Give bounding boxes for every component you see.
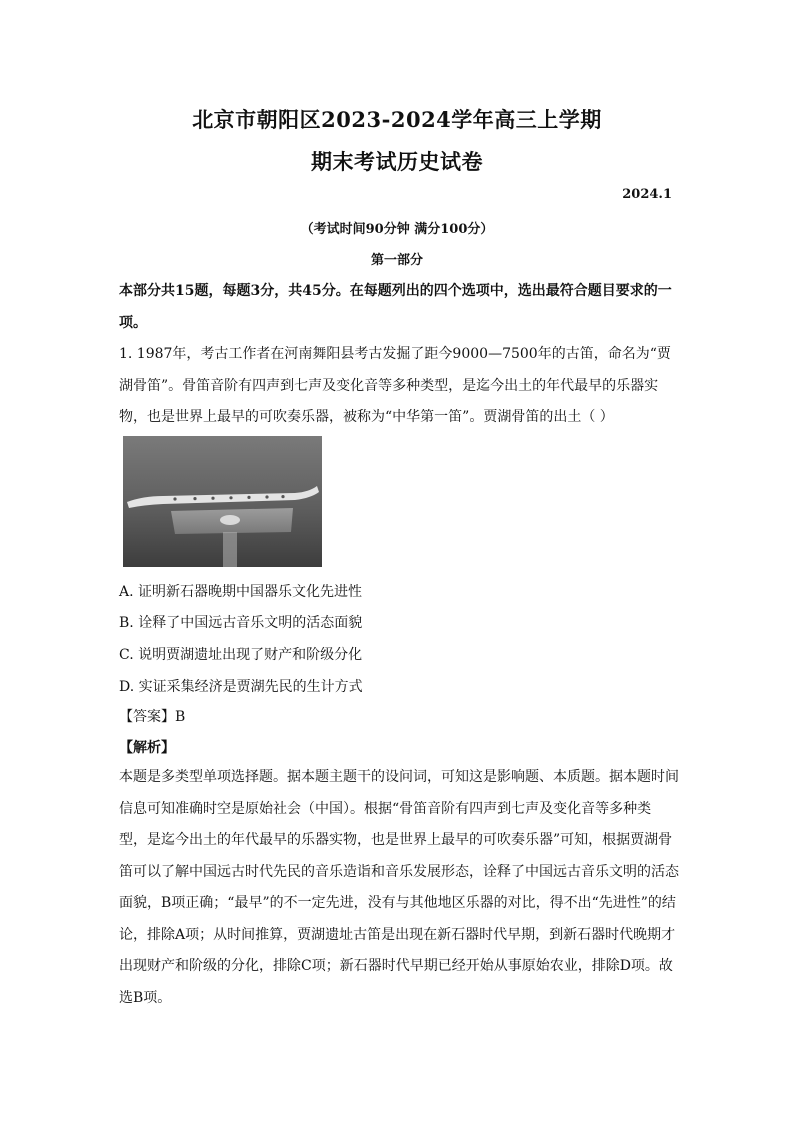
exam-info: （考试时间90分钟 满分100分） — [300, 222, 494, 237]
option-a: A. 证明新石器晚期中国器乐文化先进性 — [119, 584, 363, 600]
exam-date: 2024.1 — [622, 187, 672, 202]
section-title: 第一部分 — [370, 253, 423, 268]
question-1-stem: 1. 1987年，考古工作者在河南舞阳县考古发掘了距今9000—7500年的古笛，命名为“贾湖骨笛”。骨笛音阶有四声到七声及变化音等多种类型，是迄今出土的年代最早的乐器实物，也是世界上最早的可吹奏乐器，被称为“中华第一笛”。贾湖骨笛的出土（ ） — [119, 346, 671, 425]
answer-line: 【答案】B — [119, 709, 186, 725]
option-b: B. 诠释了中国远古音乐文明的活态面貌 — [119, 615, 363, 631]
option-c: C. 说明贾湖遗址出现了财产和阶级分化 — [119, 647, 363, 663]
bone-flute-photo-icon — [123, 436, 322, 567]
section-instructions: 本部分共15题，每题3分，共45分。在每题列出的四个选项中，选出最符合题目要求的一项。 — [119, 283, 672, 331]
exam-title-line1: 北京市朝阳区2023-2024学年高三上学期 — [192, 107, 602, 132]
option-d: D. 实证采集经济是贾湖先民的生计方式 — [119, 679, 363, 695]
exam-title-line2: 期末考试历史试卷 — [311, 149, 483, 174]
analysis-text: 本题是多类型单项选择题。据本题主题干的设问词，可知这是影响题、本质题。据本题时间信息可知准确时空是原始社会（中国）。根据“骨笛音阶有四声到七声及变化音等多种类型，是迄今出土的年代最早的乐器实物，也是世界上最早的可吹奏乐器”可知，根据贾湖骨笛可以了解中国远古时代先民的音乐造诣和音乐发展形态，诠释了中国远古音乐文明的活态面貌，B项正确；“最早”的不一定先进，没有与其他地区乐器的对比，得不出“先进性”的结论，排除A项；从时间推算，贾湖遗址古笛是出现在新石器时代早期，到新石器时代晚期才出现财产和阶级的分化，排除C项；新石器时代早期已经开始从事原始农业，排除D项。故选B项。 — [119, 769, 679, 1006]
analysis-label: 【解析】 — [119, 740, 175, 756]
bone-flute-photo — [123, 436, 322, 567]
